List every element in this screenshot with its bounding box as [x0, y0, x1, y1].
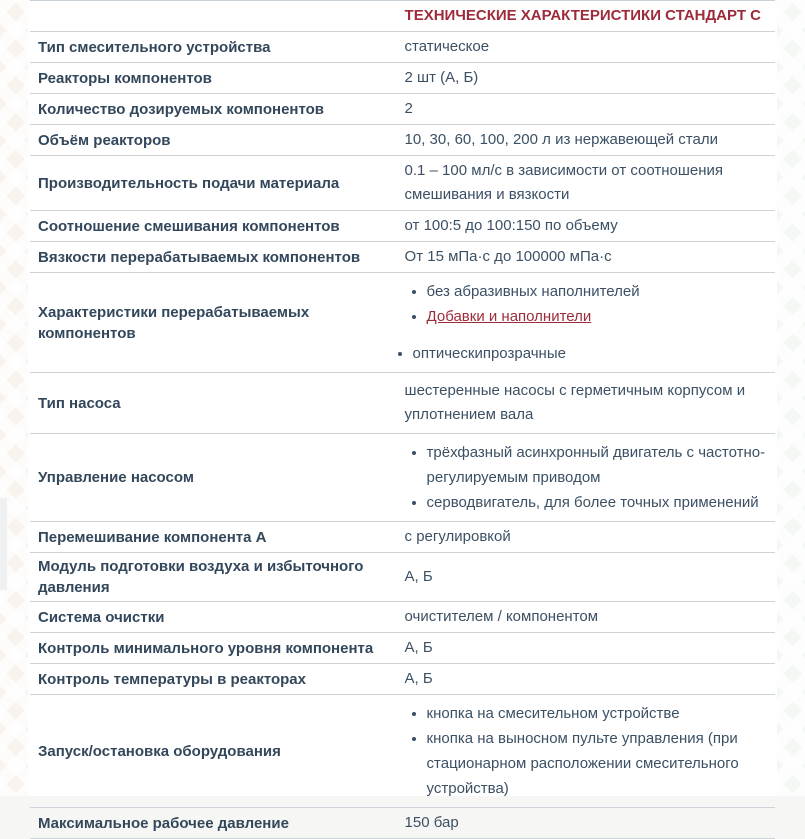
row-label: Модуль подготовки воздуха и избыточного давления — [38, 558, 364, 596]
table-row — [30, 808, 775, 839]
row-value: А, Б — [404, 639, 433, 656]
table-row-start-stop — [30, 695, 775, 808]
row-label: Система очистки — [38, 608, 165, 626]
row-value: От 15 мПа·с до 100000 мПа·с — [404, 248, 612, 265]
table-row — [30, 553, 775, 602]
row-label: Тип насоса — [38, 394, 121, 412]
row-label: Запуск/остановка оборудования — [38, 742, 281, 760]
page-background-left — [0, 0, 28, 796]
row-label: Характеристики перерабатываемых компонентов — [38, 303, 310, 342]
bullet-list — [405, 440, 767, 515]
row-label: Вязкости перерабатываемых компонентов — [38, 248, 361, 266]
row-label: Контроль минимального уровня компонента — [38, 639, 374, 657]
bullet-item: • трёхфазный асинхронный двигатель с частотно-регулируемым приводом — [427, 440, 767, 490]
table-title: ТЕХНИЧЕСКИЕ ХАРАКТЕРИСТИКИ СТАНДАРТ С — [404, 7, 761, 24]
table-row — [30, 633, 775, 664]
row-value: 2 шт (А, Б) — [404, 69, 479, 86]
row-value — [397, 434, 775, 522]
row-value: А, Б — [404, 568, 433, 585]
table-row — [30, 32, 775, 63]
row-value: шестеренные насосы с герметичным корпусом и уплотнением вала — [404, 382, 746, 423]
table-row — [30, 211, 775, 242]
row-label: Максимальное рабочее давление — [38, 814, 289, 832]
content-panel — [28, 0, 777, 832]
table-header-row — [30, 1, 775, 32]
row-label: Контроль температуры в реакторах — [38, 670, 306, 688]
row-value: 10, 30, 60, 100, 200 л из нержавеющей стали — [404, 131, 718, 148]
row-value: А, Б — [404, 670, 433, 687]
row-label: Количество дозируемых компонентов — [38, 100, 325, 118]
specs-table — [30, 0, 775, 839]
page-background-right — [777, 0, 805, 796]
table-row — [30, 664, 775, 695]
table-row — [30, 125, 775, 156]
table-row — [30, 242, 775, 273]
row-label: Производительность подачи материала — [38, 174, 340, 192]
row-value: с регулировкой — [404, 528, 511, 545]
table-row-pump-control — [30, 434, 775, 522]
row-value: 2 — [404, 100, 413, 117]
additives-link[interactable]: Добавки и наполнители — [426, 308, 592, 325]
bullet-item: • серводвигатель, для более точных применений — [427, 490, 767, 515]
row-value — [397, 273, 775, 373]
row-value: от 100:5 до 100:150 по объему — [404, 217, 618, 234]
bullet-item — [427, 304, 767, 329]
bullet-list — [405, 701, 767, 801]
bullet-item: • кнопка на выносном пульте управления (при стационарном расположении смесительного устройства) — [427, 726, 767, 801]
table-row — [30, 156, 775, 211]
row-label: Управление насосом — [38, 469, 194, 486]
row-label: Объём реакторов — [38, 131, 171, 149]
bullet-list-indented — [405, 279, 767, 329]
table-row — [30, 94, 775, 125]
row-value: 0.1 – 100 мл/с в зависимости от соотношения смешивания и вязкости — [404, 162, 724, 203]
table-row — [30, 522, 775, 553]
header-corner-cell — [30, 1, 397, 32]
row-value: очистителем / компонентом — [404, 608, 599, 625]
bullet-list-outer — [405, 341, 767, 366]
row-label: Реакторы компонентов — [38, 69, 212, 87]
bullet-item: • кнопка на смесительном устройстве — [427, 701, 767, 726]
table-row — [30, 373, 775, 434]
row-value: 150 бар — [404, 814, 459, 831]
left-edge-bar — [0, 498, 7, 590]
row-label: Соотношение смешивания компонентов — [38, 217, 340, 235]
row-label: Перемешивание компонента А — [38, 528, 267, 546]
row-value — [397, 695, 775, 808]
row-label: Тип смесительного устройства — [38, 38, 271, 56]
table-row-component-characteristics — [30, 273, 775, 373]
table-row — [30, 63, 775, 94]
bullet-item: • оптическипрозрачные — [413, 341, 767, 366]
table-row — [30, 602, 775, 633]
row-value: статическое — [404, 38, 490, 55]
bullet-item: • без абразивных наполнителей — [427, 279, 767, 304]
